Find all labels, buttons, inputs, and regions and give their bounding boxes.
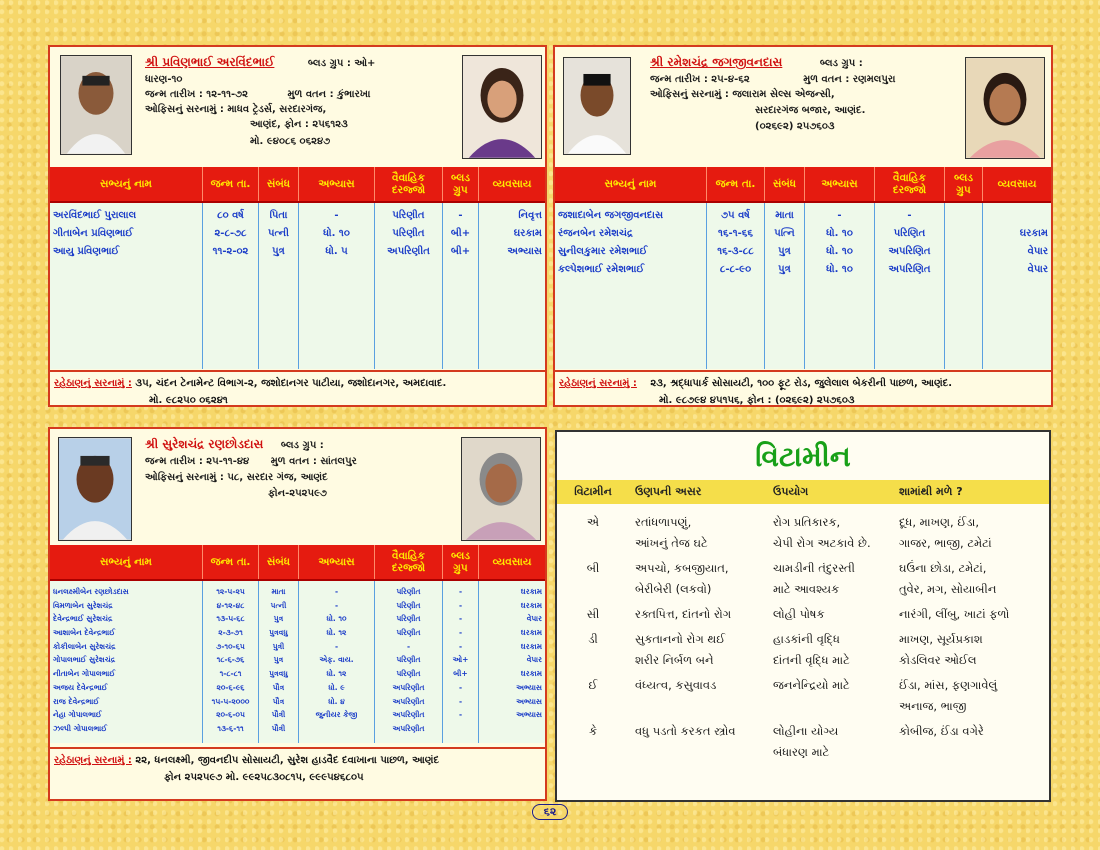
table-cell: પુત્ર	[273, 655, 284, 665]
table-cell	[945, 243, 982, 261]
table-column	[299, 203, 375, 369]
table-cell: અપરિણીત	[387, 246, 430, 257]
address-label: રહેઠાણનું સરનામું :	[54, 755, 132, 766]
col-header-education: અભ્યાસ	[805, 167, 875, 201]
table-cell: એફ. વાય.	[319, 655, 354, 665]
address-text: ૨૩, શ્રદ્ધાપાર્ક સોસાયટી, ૧૦૦ ફૂટ રોડ, જુલેલાલ બેકરીની પાછળ, આણંદ.	[650, 378, 953, 389]
table-cell: પુત્ર	[272, 246, 285, 257]
effect-col-header: ઉણપની અસર	[635, 485, 702, 498]
table-cell: પરિણીત	[396, 600, 421, 610]
vitamin-cell: ચામડીની તંદુરસ્તી માટે આવશ્યક	[773, 561, 855, 596]
table-body	[555, 203, 1051, 369]
table-cell: અભ્યાસ	[516, 696, 542, 706]
table-cell: ઘરકામ	[520, 600, 542, 610]
member-photo	[60, 55, 132, 155]
table-cell: અપરિણિત	[888, 246, 931, 257]
table-cell: પૌત્ર	[272, 696, 285, 706]
table-cell: ઘરકામ	[520, 628, 542, 638]
table-cell: વેપાર	[1027, 246, 1048, 257]
table-cell: કોકીલાબેન સુરેશચંદ્ર	[53, 641, 116, 651]
vitamin-table-header	[557, 480, 1049, 504]
address-label: રહેઠાણનું સરનામું :	[559, 378, 637, 389]
table-cell: પૌત્ર	[272, 682, 285, 692]
table-cell: -	[458, 210, 463, 221]
col-header-relation: સંબંધ	[765, 167, 805, 201]
table-cell: ૮૦ વર્ષ	[217, 210, 244, 221]
col-header-occupation: વ્યવસાય	[492, 556, 532, 568]
vitamin-cell: ડી	[588, 632, 598, 646]
table-cell: રાજ દેવેન્દ્રભાઈ	[53, 696, 100, 706]
member-photo	[58, 437, 132, 541]
table-cell: પરિણીત	[396, 628, 421, 638]
table-cell: ૧૩-૬-૧૧	[217, 723, 244, 733]
vitamin-cell: નારંગી, લીંબુ, ખાટાં ફળો	[899, 607, 1010, 621]
residence-address	[50, 370, 545, 407]
col-header-relation: સંબંધ	[259, 167, 299, 201]
vitamin-cell: સુકતાનનો રોગ થઈ શરીર નિર્બળ બને	[635, 632, 726, 667]
table-column	[299, 581, 375, 743]
vitamin-cell: કોબીજ, ઈંડા વગેરે	[899, 724, 984, 738]
vitamin-row	[557, 604, 1049, 625]
table-cell: ૧૬-૧-૬૬	[718, 228, 753, 239]
family-card-rameshchandra	[553, 45, 1053, 407]
table-cell: પરિણીત	[392, 210, 425, 221]
family-card-pravinbhai	[48, 45, 547, 407]
office-address: ઓફિસનું સરનામું : જલારામ સેલ્સ એજન્સી,	[650, 89, 835, 100]
col-header-education: અભ્યાસ	[299, 167, 375, 201]
table-cell: અજય દેવેન્દ્રભાઈ	[53, 682, 108, 692]
native-place: મુળ વતન : કુંભારખા	[287, 89, 371, 100]
family-head-name: શ્રી પ્રવિણભાઈ અરવિંદભાઈ	[145, 55, 275, 69]
table-cell: ૪-૧૨-૪૮	[216, 600, 245, 610]
address-mobile: મો. ૯૮૭૯૪ ૪૫૧૫૬, ફોન : (૦૨૬૯૨) ૨૫૭૬૦૩	[659, 395, 855, 406]
vitamin-row	[557, 558, 1049, 600]
table-cell: અપરિણીત	[392, 696, 425, 706]
table-cell: ધો. ૧૦	[826, 264, 853, 275]
residence-address	[50, 747, 545, 789]
table-cell: નેહા ગોપાલભાઈ	[53, 710, 102, 720]
table-cell: ૨૦-૬-૦૫	[216, 710, 245, 720]
table-column	[259, 203, 299, 369]
table-cell: -	[334, 641, 339, 651]
table-cell: માતા	[271, 587, 286, 596]
table-cell: ૧-૮-૮૧	[219, 669, 242, 679]
table-cell: નીતાબેન ગોપાલભાઈ	[53, 669, 116, 679]
table-cell: ધો. ૧૦	[326, 614, 347, 624]
table-cell: પૌત્રી	[271, 723, 286, 733]
vitamin-table-body	[557, 504, 1049, 763]
blood-group: બ્લડ ગ્રુપ :	[280, 440, 324, 451]
table-cell: અભ્યાસ	[516, 710, 542, 720]
table-cell: ૨-૩-૭૧	[218, 628, 243, 638]
vitamin-cell: માખણ, સૂર્યપ્રકાશ કોડલિવર ઓઈલ	[899, 632, 983, 667]
table-cell: ૮-૮-૯૦	[719, 264, 752, 275]
table-cell: પૌત્રી	[271, 710, 286, 720]
table-cell: ધો. ૧૦	[826, 228, 853, 239]
table-cell	[945, 261, 982, 279]
vitamin-cell: રક્તપિત્ત, દાંતનો રોગ	[635, 607, 732, 621]
source-col-header: શામાંથી મળે ?	[899, 485, 963, 498]
members-table	[50, 167, 545, 369]
table-cell: ૭૫ વર્ષ	[721, 210, 750, 221]
office-address: ઓફિસનું સરનામું : ૫૮, સરદાર ગંજ, આણંદ	[145, 472, 328, 483]
page-number: ૬૨	[532, 804, 568, 820]
table-cell: -	[458, 696, 463, 706]
table-cell: ધો. ૯	[328, 682, 345, 692]
birth-date: જન્મ તારીખ : ૨૫-૧૧-૪૪	[145, 456, 250, 467]
col-header-education: અભ્યાસ	[299, 545, 375, 579]
table-cell: વિમળાબેન સુરેશચંદ્ર	[53, 600, 113, 610]
col-header-occupation: વ્યવસાય	[492, 178, 532, 190]
table-cell: -	[334, 587, 339, 596]
table-cell	[299, 722, 374, 736]
table-cell: -	[406, 641, 411, 651]
table-column	[50, 581, 203, 743]
family-card-sureshchandra	[48, 427, 547, 801]
table-cell: માતા	[775, 210, 794, 221]
col-header-blood: બ્લડ ગ્રુપ	[945, 167, 983, 201]
table-cell: અપરિણીત	[392, 710, 425, 720]
table-column	[805, 203, 875, 369]
table-cell: પરિણીત	[396, 587, 421, 596]
table-cell: જશાદાબેન જગજીવનદાસ	[558, 210, 664, 221]
vitamin-cell: રતાંધળાપણું, આંખનું તેજ ઘટે	[635, 515, 708, 550]
members-table	[555, 167, 1051, 369]
address-mobile: મો. ૯૮૨૫૦ ૦૬૨૪૧	[149, 395, 228, 406]
vitamin-row	[557, 721, 1049, 763]
table-cell: પરિણીત	[396, 669, 421, 679]
phone-number: ફોન-૨૫૨૫૯૭	[268, 488, 327, 499]
table-column	[443, 581, 479, 743]
table-cell: પરિણીત	[396, 655, 421, 665]
table-cell: વેપાર	[1027, 264, 1048, 275]
table-cell: ૭-૧૦-૬૫	[216, 641, 245, 651]
vitamin-cell: ઈંડા, માંસ, ફણગાવેલું અનાજ, ભાજી	[899, 678, 998, 713]
col-header-occupation: વ્યવસાય	[997, 178, 1037, 190]
table-cell: કલ્પેશભાઈ રમેશભાઈ	[558, 264, 645, 275]
residence-address	[555, 370, 1051, 407]
table-cell: બી+	[450, 246, 471, 257]
vitamin-cell: ઈ	[588, 678, 598, 692]
office-address-2: આણંદ, ફોન : ૨૫૬૧૨૩	[250, 119, 348, 130]
col-header-name: સભ્યનું નામ	[555, 167, 707, 201]
col-header-blood: બ્લડ ગ્રુપ	[443, 167, 479, 201]
vitamin-cell: હાડકાંની વૃદ્ધિ દાંતની વૃદ્ધિ માટે	[773, 632, 850, 667]
table-column	[479, 581, 545, 743]
address-phone: ફોન ૨૫૨૫૯૭ મો. ૯૯૨૫૮૩૦૮૧૫, ૯૯૯૫૪૬૮૦૫	[164, 772, 364, 783]
table-cell: અપરિણીત	[392, 723, 425, 733]
table-cell: ગીતાબેન પ્રવિણભાઈ	[53, 228, 134, 239]
table-cell: અભ્યાસ	[507, 246, 542, 257]
table-cell: ધો. ૪	[328, 696, 345, 706]
table-cell: ૧૨-૫-૨૫	[216, 587, 245, 596]
table-cell: -	[458, 710, 463, 720]
table-cell: આશાબેન દેવેન્દ્રભાઈ	[53, 628, 116, 638]
table-cell: ૧૫-૫-૨૦૦૦	[211, 696, 250, 706]
table-cell: ૧૧-૨-૦૨	[212, 246, 249, 257]
table-cell	[983, 207, 1051, 225]
native-place: મુળ વતન : સાંતલપુર	[270, 456, 357, 467]
table-column	[259, 581, 299, 743]
vitamin-cell: વંધ્યત્વ, કસુવાવડ	[635, 678, 717, 692]
table-body	[50, 203, 545, 369]
table-cell: ધો. ૧૨	[326, 628, 347, 638]
table-column	[945, 203, 983, 369]
table-column	[983, 203, 1051, 369]
table-cell: -	[458, 682, 463, 692]
vitamin-cell: વધુ પડતો કરકત સ્ત્રોવ	[635, 724, 736, 738]
table-cell: -	[334, 210, 339, 221]
table-body	[50, 581, 545, 743]
vitamin-cell: બી	[586, 561, 600, 575]
col-header-dob: જન્મ તા.	[203, 545, 259, 579]
vitamin-cell: એ	[586, 515, 600, 529]
table-cell: અપરિણિત	[888, 264, 931, 275]
table-cell: -	[837, 210, 842, 221]
table-cell: પત્ની	[268, 228, 289, 239]
table-column	[443, 203, 479, 369]
member-photo	[965, 57, 1045, 159]
table-cell: પુત્રી	[272, 641, 285, 651]
table-column	[875, 203, 945, 369]
table-cell: પત્નિ	[774, 228, 795, 239]
table-cell: પત્ની	[270, 600, 287, 610]
table-cell: અભ્યાસ	[516, 682, 542, 692]
table-cell: ૧૮-૬-૭૬	[216, 655, 245, 665]
col-header-dob: જન્મ તા.	[707, 167, 765, 201]
office-address: ઓફિસનું સરનામું : માધવ ટ્રેડર્સ, સરદારગંજ,	[145, 104, 327, 115]
table-column	[203, 581, 259, 743]
table-cell: વેપાર	[526, 614, 542, 624]
table-column	[765, 203, 805, 369]
member-photo	[461, 437, 541, 541]
col-header-name: સભ્યનું નામ	[50, 167, 203, 201]
vitamin-info-box	[555, 430, 1051, 802]
vitamin-row	[557, 629, 1049, 671]
vitamin-cell: જનનેન્દ્રિયો માટે	[773, 678, 850, 692]
family-head-name: શ્રી રમેશચંદ્ર જગજીવનદાસ	[650, 55, 783, 69]
table-cell	[479, 722, 545, 736]
use-col-header: ઉપયોગ	[773, 485, 809, 498]
table-cell: ધો. ૧૦	[826, 246, 853, 257]
table-cell	[443, 722, 478, 736]
table-cell: પુત્ર	[273, 614, 284, 624]
table-cell	[945, 207, 982, 225]
col-header-marital: વૈવાહિક દરજ્જો	[375, 545, 443, 579]
col-header-relation: સંબંધ	[259, 545, 299, 579]
detail-line: ધારણ-૧૦	[145, 74, 183, 85]
table-cell: ૨૦-૬-૯૬	[216, 682, 245, 692]
table-cell: ધો. ૧૨	[326, 669, 347, 679]
vitamin-cell: દૂધ, માખણ, ઈંડા, ગાજર, ભાજી, ટમેટાં	[899, 515, 992, 550]
family-header	[50, 47, 545, 167]
mobile-number: મો. ૯૪૦૮૬ ૦૬૨૪૭	[250, 136, 331, 147]
table-cell: પુત્રવધુ	[269, 669, 288, 679]
phone-number: (૦૨૬૯૨) ૨૫૭૬૦૩	[755, 121, 835, 132]
vitamin-cell: કે	[588, 724, 598, 738]
table-column	[479, 203, 545, 369]
table-cell: ઘરકામ	[1019, 228, 1048, 239]
blood-group: બ્લડ ગ્રુપ :	[819, 58, 863, 69]
native-place: મુળ વતન : રણમલપુરા	[803, 74, 896, 85]
table-cell: ઓ+	[452, 655, 469, 665]
table-cell: ધો. ૫	[325, 246, 348, 257]
table-cell: જુનીયર કેજી	[315, 710, 358, 720]
table-cell: ધો. ૧૦	[323, 228, 350, 239]
member-photo	[462, 55, 542, 159]
col-header-marital: વૈવાહિક દરજ્જો	[875, 167, 945, 201]
table-cell: પરિણિત	[893, 228, 926, 239]
table-cell: આયુ પ્રવિણભાઈ	[53, 246, 120, 257]
table-cell: ઘરકામ	[520, 587, 542, 596]
table-cell: પુત્ર	[778, 246, 791, 257]
table-cell: ઝલ્પી ગોપાલભાઈ	[53, 723, 108, 733]
vitamin-cell: અપચો, કબજીયાત, બેરીબેરી (લકવો)	[635, 561, 729, 596]
table-cell: -	[334, 600, 339, 610]
col-header-dob: જન્મ તા.	[203, 167, 259, 201]
table-cell: ધનલક્ષ્મીબેન રણછોડદાસ	[53, 587, 129, 596]
family-header	[50, 429, 545, 545]
table-column	[203, 203, 259, 369]
table-cell: રંજનબેન રમેશચંદ્ર	[558, 228, 633, 239]
table-cell: પુત્ર	[778, 264, 791, 275]
table-cell: અપરિણીત	[392, 682, 425, 692]
address-text: ૩૫, ચંદન ટેનામેન્ટ વિભાગ-૨, જશોદાનગર પાટીયા, જશોદાનગર, અમદાવાદ.	[135, 378, 447, 389]
birth-date: જન્મ તારીખ : ૨૫-૪-૬૨	[650, 74, 750, 85]
blood-group: બ્લડ ગ્રુપ : ઓ+	[307, 58, 376, 69]
table-cell: સુનીલકુમાર રમેશભાઈ	[558, 246, 648, 257]
vitamin-title: વિટામીન	[755, 440, 851, 473]
table-cell: -	[458, 587, 463, 596]
table-cell: બી+	[453, 669, 468, 679]
table-cell: ઘરકામ	[520, 669, 542, 679]
address-text: ૨૨, ધનલક્ષ્મી, જીવનદીપ સોસાયટી, સુરેશ હાડવૈદ દવાખાના પાછળ, આણંદ	[135, 755, 440, 766]
table-cell: દેવેન્દ્રભાઈ સુરેશચંદ્ર	[53, 614, 113, 624]
table-column	[375, 581, 443, 743]
family-header	[555, 47, 1051, 167]
table-cell: બી+	[450, 228, 471, 239]
table-cell: પુત્રવધુ	[269, 628, 288, 638]
member-photo	[563, 57, 631, 155]
table-cell: પરિણીત	[392, 228, 425, 239]
table-header	[50, 545, 545, 581]
table-column	[707, 203, 765, 369]
office-address-2: સરદારગંજ બજાર, આણંદ.	[755, 105, 866, 116]
table-cell: ૧૬-૩-૮૮	[717, 246, 754, 257]
table-column	[555, 203, 707, 369]
table-cell: -	[458, 628, 463, 638]
vitamin-cell: ઘઉંના છોડા, ટમેટાં, તુવેર, મગ, સોયાબીન	[899, 561, 997, 596]
col-header-blood: બ્લડ ગ્રુપ	[443, 545, 479, 579]
table-cell: પિતા	[269, 210, 288, 221]
table-cell: નિવૃત્ત	[518, 210, 542, 221]
vitamin-row	[557, 512, 1049, 554]
table-cell: -	[907, 210, 912, 221]
birth-date: જન્મ તારીખ : ૧૨-૧૧-૭૨	[145, 89, 248, 100]
table-cell: -	[458, 641, 463, 651]
table-column	[50, 203, 203, 369]
address-label: રહેઠાણનું સરનામું :	[54, 378, 132, 389]
col-header-marital: વૈવાહિક દરજ્જો	[375, 167, 443, 201]
members-table	[50, 545, 545, 743]
vitamin-row	[557, 675, 1049, 717]
vitamin-cell: રોગ પ્રતિકારક, ચેપી રોગ અટકાવે છે.	[773, 515, 871, 550]
table-cell: -	[458, 614, 463, 624]
vitamin-cell: લોહીના યોગ્ય બંધારણ માટે	[773, 724, 839, 759]
table-cell: -	[458, 600, 463, 610]
table-cell: ૧૩-૫-૬૮	[216, 614, 245, 624]
table-cell	[945, 225, 982, 243]
table-cell: ઘરકામ	[513, 228, 542, 239]
table-cell: ૨-૮-૭૮	[214, 228, 247, 239]
table-header	[555, 167, 1051, 203]
table-column	[375, 203, 443, 369]
table-cell: પરિણીત	[396, 614, 421, 624]
family-head-name: શ્રી સુરેશચંદ્ર રણછોડદાસ	[145, 437, 264, 451]
vitamin-cell: સી	[586, 607, 600, 621]
col-header-name: સભ્યનું નામ	[50, 545, 203, 579]
table-cell: વેપાર	[526, 655, 542, 665]
table-cell: ઘરકામ	[520, 641, 542, 651]
vitamin-col-header: વિટામીન	[574, 485, 612, 498]
table-cell: અરવિંદભાઈ પુરાલાલ	[53, 210, 137, 221]
table-cell: ગોપાલભાઈ સુરેશચંદ્ર	[53, 655, 116, 665]
table-header	[50, 167, 545, 203]
vitamin-cell: લોહી પોષક	[773, 607, 825, 621]
